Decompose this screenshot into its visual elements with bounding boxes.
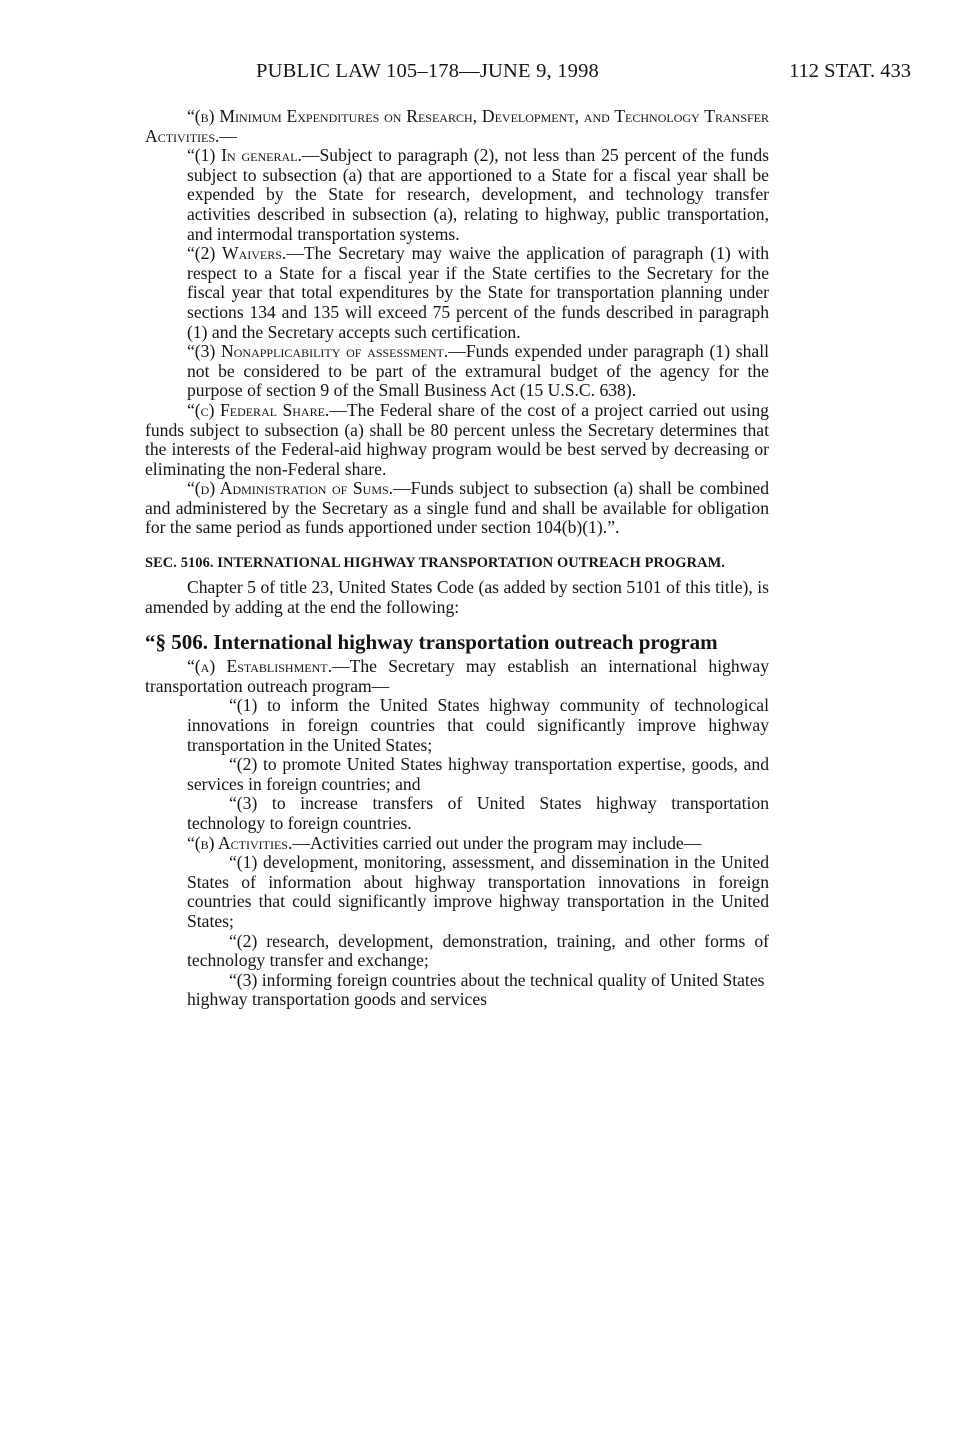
- subsection-c-text: —The Federal share of the cost of a project carried out using funds subject to subsection (a) shall be 80 percent unless the Secretary determines that the interests of the Federal-aid highway program would be best served by decreasing or eliminating the non-Federal share.: [145, 399, 769, 479]
- paragraph-b2: [145, 244, 769, 342]
- paragraph-b3-text: —Funds expended under paragraph (1) shall not be considered to be part of the extramural budget of the agency for the purpose of section 9 of the Small Business Act (15 U.S.C. 638).: [187, 341, 769, 401]
- section-506-title: “§ 506. International highway transportation outreach program: [145, 630, 718, 655]
- paragraph-a3: “(3) to increase transfers of United States highway transportation technology to foreign countries.: [187, 793, 769, 833]
- paragraph-b3: [145, 342, 769, 401]
- subsection-d-label: “(d) Administration of Sums.: [187, 478, 394, 499]
- paragraph-a2: “(2) to promote United States highway transportation expertise, goods, and services in foreign countries; and: [187, 754, 769, 794]
- paragraph-a1: “(1) to inform the United States highway community of technological innovations in foreign countries that could significantly improve highway transportation in the United States;: [187, 695, 769, 755]
- paragraph-b1-label: “(1) In general.: [187, 145, 302, 166]
- paragraph-bb3: “(3) informing foreign countries about the technical quality of United States highway transportation goods and services: [187, 969, 765, 1010]
- paragraph-bb1: “(1) development, monitoring, assessment, and dissemination in the United States of information about highway transportation innovations in foreign countries that could significantly improve highway transportation in the United States;: [187, 852, 769, 931]
- section-5106-heading: SEC. 5106. INTERNATIONAL HIGHWAY TRANSPORTATION OUTREACH PROGRAM.: [145, 555, 725, 572]
- subsection-c: [145, 401, 769, 479]
- section-5106-intro: Chapter 5 of title 23, United States Code (as added by section 5101 of this title), is amended by adding at the end the following:: [145, 577, 769, 617]
- statute-page-reference: 112 STAT. 433: [789, 60, 911, 82]
- paragraph-b2-label: “(2) Waivers.: [187, 243, 287, 264]
- subsection-d: [145, 479, 769, 538]
- subsection-a: [145, 657, 769, 696]
- subsection-d-text: —Funds subject to subsection (a) shall be combined and administered by the Secretary as a single fund and shall be available for obligation for the same period as funds apportioned under section 104(b)(1).”.: [145, 478, 769, 538]
- running-header: [256, 60, 911, 86]
- header-title: PUBLIC LAW 105–178—JUNE 9, 1998: [256, 60, 599, 82]
- paragraph-b3-label: “(3) Nonapplicability of assessment.: [187, 341, 449, 362]
- subsection-a-text: —The Secretary may establish an international highway transportation outreach program—: [145, 656, 769, 696]
- subsection-a-label: “(a) Establishment.: [187, 656, 332, 677]
- subsection-b-heading: “(b) Minimum Expenditures on Research, Development, and Technology Transfer Activities.—: [145, 106, 769, 146]
- subsection-b-activities: [145, 834, 769, 854]
- subsection-c-label: “(c) Federal Share.: [187, 399, 330, 420]
- paragraph-b1: [145, 146, 769, 244]
- paragraph-bb2: “(2) research, development, demonstration, training, and other forms of technology transfer and exchange;: [187, 930, 769, 971]
- document-body: [145, 107, 769, 1010]
- subsection-b-activities-text: —Activities carried out under the program may include—: [292, 832, 702, 853]
- subsection-b-activities-label: “(b) Activities.: [187, 832, 293, 853]
- paragraph-b2-text: —The Secretary may waive the application of paragraph (1) with respect to a State for a fiscal year if the State certifies to the Secretary for the fiscal year that total expenditures by the State for transportation planning under sections 134 and 135 will exceed 75 percent of the funds described in paragraph (1) and the Secretary accepts such certification.: [187, 243, 770, 342]
- paragraph-b1-text: —Subject to paragraph (2), not less than 25 percent of the funds subject to subsection (a) that are apportioned to a State for a fiscal year shall be expended by the State for research, development, and technology transfer activities described in subsection (a), relating to highway, public transportation, and intermodal transportation systems.: [187, 145, 769, 244]
